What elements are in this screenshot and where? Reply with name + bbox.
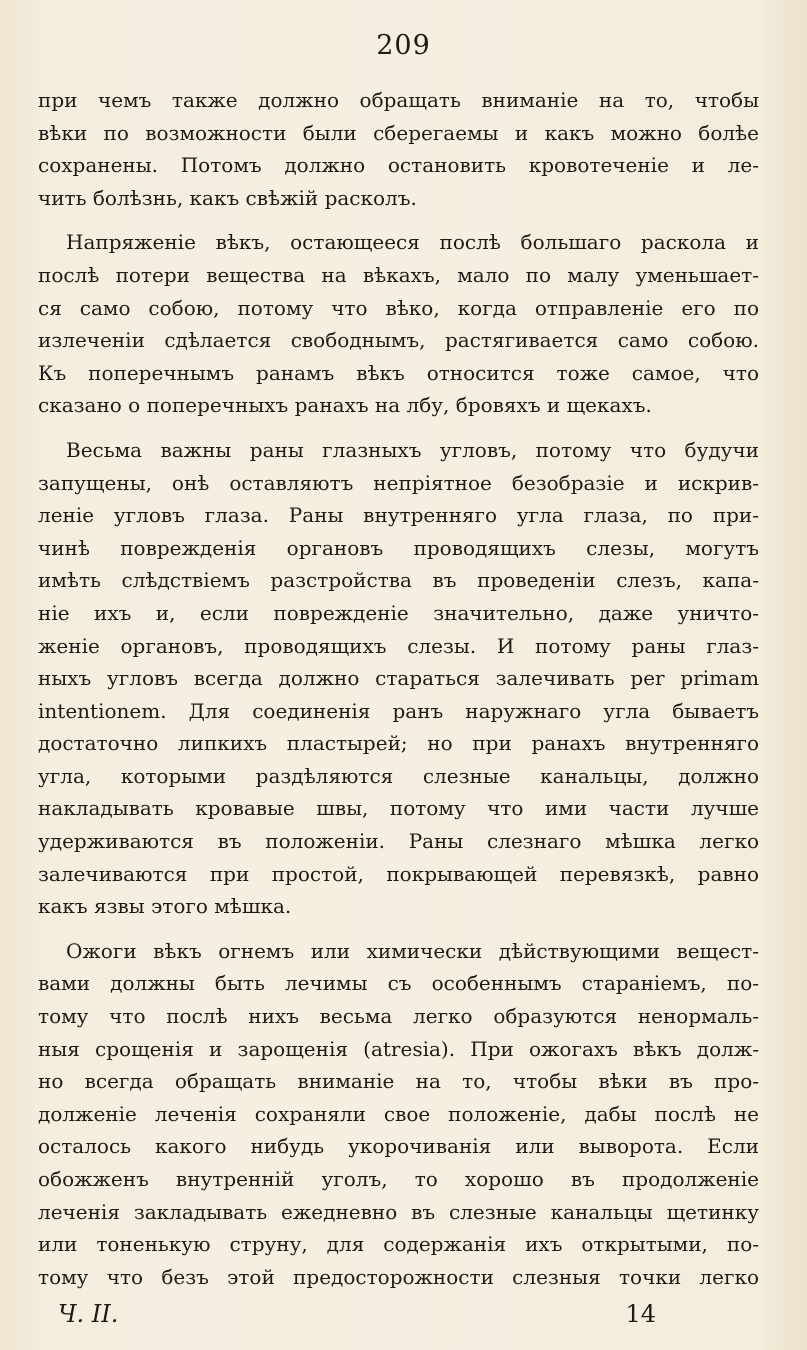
text-line: обожженъ внутренній уголъ, то хорошо въ продолженіе <box>38 1167 759 1191</box>
text-line: накладывать кровавые швы, потому что ими части лучше <box>38 796 759 821</box>
text-line: осталось какого нибудь укорочиванія или выворота. Если <box>38 1134 759 1159</box>
text-line: достаточно липкихъ пластырей; но при ранахъ внутренняго <box>38 731 759 756</box>
volume-part-label: Ч. II. <box>58 1300 119 1328</box>
text-line: ныхъ угловъ всегда должно стараться залечивать per primam <box>38 666 759 691</box>
page-number: 209 <box>376 30 431 61</box>
text-line: Къ поперечнымъ ранамъ вѣкъ относится тоже самое, что <box>38 360 759 385</box>
text-line: вѣки по возможности были сберегаемы и какъ можно болѣе <box>38 120 759 145</box>
text-line: или тоненькую струну, для содержанія ихъ открытыми, по- <box>38 1232 759 1257</box>
paragraph <box>38 935 759 1294</box>
body-text <box>38 84 759 1305</box>
text-line: залечиваются при простой, покрывающей перевязкѣ, равно <box>38 861 759 886</box>
text-line: чинѣ поврежденія органовъ проводящихъ слезы, могутъ <box>38 535 759 560</box>
text-line: ся само собою, потому что вѣко, когда отправленіе его по <box>38 295 759 320</box>
text-line: излеченіи сдѣлается свободнымъ, растягивается само собою. <box>38 328 759 353</box>
text-line: женіе органовъ, проводящихъ слезы. И потому раны глаз- <box>38 633 759 658</box>
text-line: Напряженіе вѣкъ, остающееся послѣ большаго раскола и <box>66 230 759 255</box>
text-line: ныя срощенія и зарощенія (atresia). При ожогахъ вѣкъ долж- <box>38 1036 759 1061</box>
text-line: угла, которыми раздѣляются слезные канальцы, должно <box>38 763 759 788</box>
text-line: имѣть слѣдствіемъ разстройства въ проведеніи слезъ, капа- <box>38 568 759 593</box>
text-line: но всегда обращать вниманіе на то, чтобы вѣки въ про- <box>38 1069 759 1094</box>
text-line: вами должны быть лечимы съ особеннымъ стараніемъ, по- <box>38 971 759 996</box>
text-line: долженіе леченія сохраняли свое положеніе, дабы послѣ не <box>38 1101 759 1126</box>
text-line: тому что безъ этой предосторожности слезныя точки легко <box>38 1264 759 1289</box>
paragraph <box>38 84 759 214</box>
text-line: Ожоги вѣкъ огнемъ или химически дѣйствующими вещест- <box>66 938 759 963</box>
text-line: леніе угловъ глаза. Раны внутренняго угла глаза, по при- <box>38 503 759 528</box>
text-line: ніе ихъ и, если поврежденіе значительно, даже уничто- <box>38 600 759 625</box>
text-line: удерживаются въ положеніи. Раны слезнаго мѣшка легко <box>38 829 759 854</box>
text-line: тому что послѣ нихъ весьма легко образуются ненормаль- <box>38 1004 759 1029</box>
text-line: запущены, онѣ оставляютъ непріятное безобразіе и искрив- <box>38 470 759 495</box>
text-line: при чемъ также должно обращать вниманіе на то, чтобы <box>38 88 759 112</box>
paragraph <box>38 226 759 422</box>
text-line: Весьма важны раны глазныхъ угловъ, потому что будучи <box>66 437 759 462</box>
text-line: сохранены. Потомъ должно остановить кровотеченіе и ле- <box>38 153 759 178</box>
text-line: intentionem. Для соединенія ранъ наружнаго угла бываетъ <box>38 698 759 723</box>
signature-mark: 14 <box>625 1300 656 1328</box>
text-line: какъ язвы этого мѣшка. <box>38 894 292 919</box>
paragraph <box>38 434 759 923</box>
text-line: чить болѣзнь, какъ свѣжій расколъ. <box>38 185 417 210</box>
text-line: леченія закладывать ежедневно въ слезные канальцы щетинку <box>38 1199 759 1224</box>
text-line: сказано о поперечныхъ ранахъ на лбу, бровяхъ и щекахъ. <box>38 393 652 418</box>
text-line: послѣ потери вещества на вѣкахъ, мало по малу уменьшает- <box>38 262 759 287</box>
